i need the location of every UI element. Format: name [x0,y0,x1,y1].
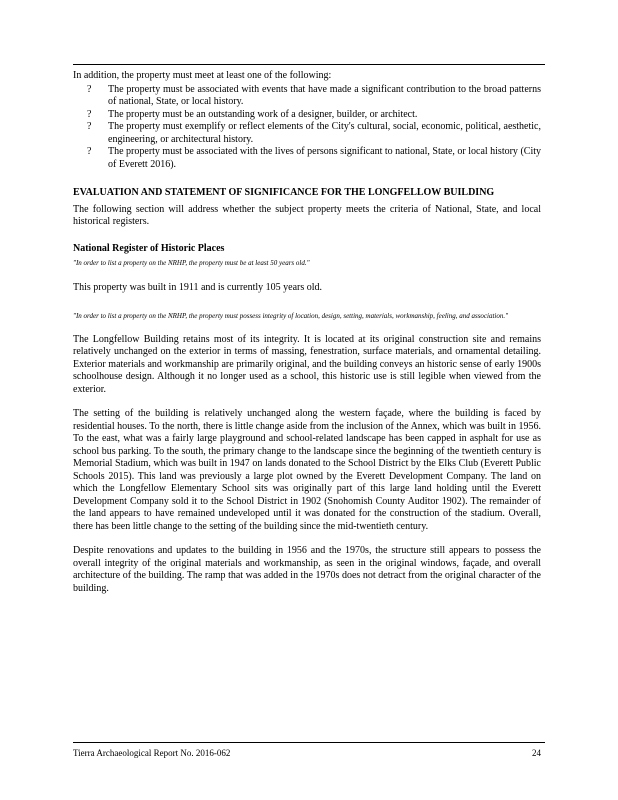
criteria-list [87,84,541,172]
page-footer [73,748,541,759]
subheading-nrhp: National Register of Historic Places [73,242,225,254]
bullet-marker: ? [87,83,92,95]
criteria-item [87,121,541,146]
criteria-text: The property must be an outstanding work of a designer, builder, or architect. [108,108,418,120]
age-statement: This property was built in 1911 and is currently 105 years old. [73,282,323,293]
body-paragraph-integrity: The Longfellow Building retains most of its integrity. It is located at its original construction site and remains relatively unchanged on the exterior in terms of massing, fenestration, surface materials, and ornamental detailing. Exterior materials and workmanship are primarily original, and the building conveys an historic sense of early 1900s schoolhouse design. Although it no longer used as a school, this historic use is still legible when viewed from the exterior. [73,333,541,395]
criteria-text: The property must be associated with the lives of persons significant to national, State, or local history (City of Everett 2016). [108,146,541,170]
section-heading: EVALUATION AND STATEMENT OF SIGNIFICANCE FOR THE LONGFELLOW BUILDING [73,187,495,198]
criteria-text: The property must exemplify or reflect elements of the City's cultural, social, economic, political, aesthetic, engineering, or architectural history. [108,121,541,145]
section-intro: The following section will address whether the subject property meets the criteria of National, State, and local historical registers. [73,203,541,227]
criteria-item [87,84,541,109]
page-content [73,70,541,607]
footer-rule [73,742,545,743]
criteria-item [87,146,541,171]
bullet-marker: ? [87,146,92,157]
footer-report-title: Tierra Archaeological Report No. 2016-062 [73,748,231,758]
bullet-marker: ? [87,108,92,120]
header-rule [73,64,545,65]
criteria-text: The property must be associated with events that have made a significant contribution to the broad patterns of national, State, or local history. [108,83,541,107]
quote-integrity-criterion: "In order to list a property on the NRHP, the property must possess integrity of location, design, setting, materials, workmanship, feeling, and association." [73,311,509,320]
quote-age-criterion: "In order to list a property on the NRHP, the property must be at least 50 years old." [73,259,310,267]
body-paragraph-setting: The setting of the building is relatively unchanged along the western façade, where the building is faced by residential houses. To the north, there is little change aside from the inclusion of the Annex, which was built in 1956. To the east, what was a fairly large playground and school-related landscape has been capped in asphalt for use as school bus parking. To the south, the primary change to the landscape since the beginning of the twentieth century is Memorial Stadium, which was built in 1947 on lands donated to the School District by the Elks Club (Everett Public Schools 2015). This land was previously a large plot owned by the Everett Development Company. The land on which the Longfellow Elementary School sits was originally part of this large land holding until the Everett Development Company sold it to the School District in 1902 (Snohomish County Auditor 1902). The remainder of the land appears to have remained undeveloped until it was donated for the construction of the stadium. Overall, there has been little change to the setting of the building since the mid-twentieth century. [73,408,541,532]
bullet-marker: ? [87,121,92,132]
body-paragraph-renovations: Despite renovations and updates to the building in 1956 and the 1970s, the structure still appears to possess the overall integrity of the original materials and workmanship, as seen in the original windows, façade, and overall architecture of the building. The ramp that was added in the 1970s does not detract from the original character of the building. [73,545,541,594]
page-number: 24 [532,748,541,758]
criteria-intro: In addition, the property must meet at least one of the following: [73,70,332,81]
criteria-item [87,109,541,122]
